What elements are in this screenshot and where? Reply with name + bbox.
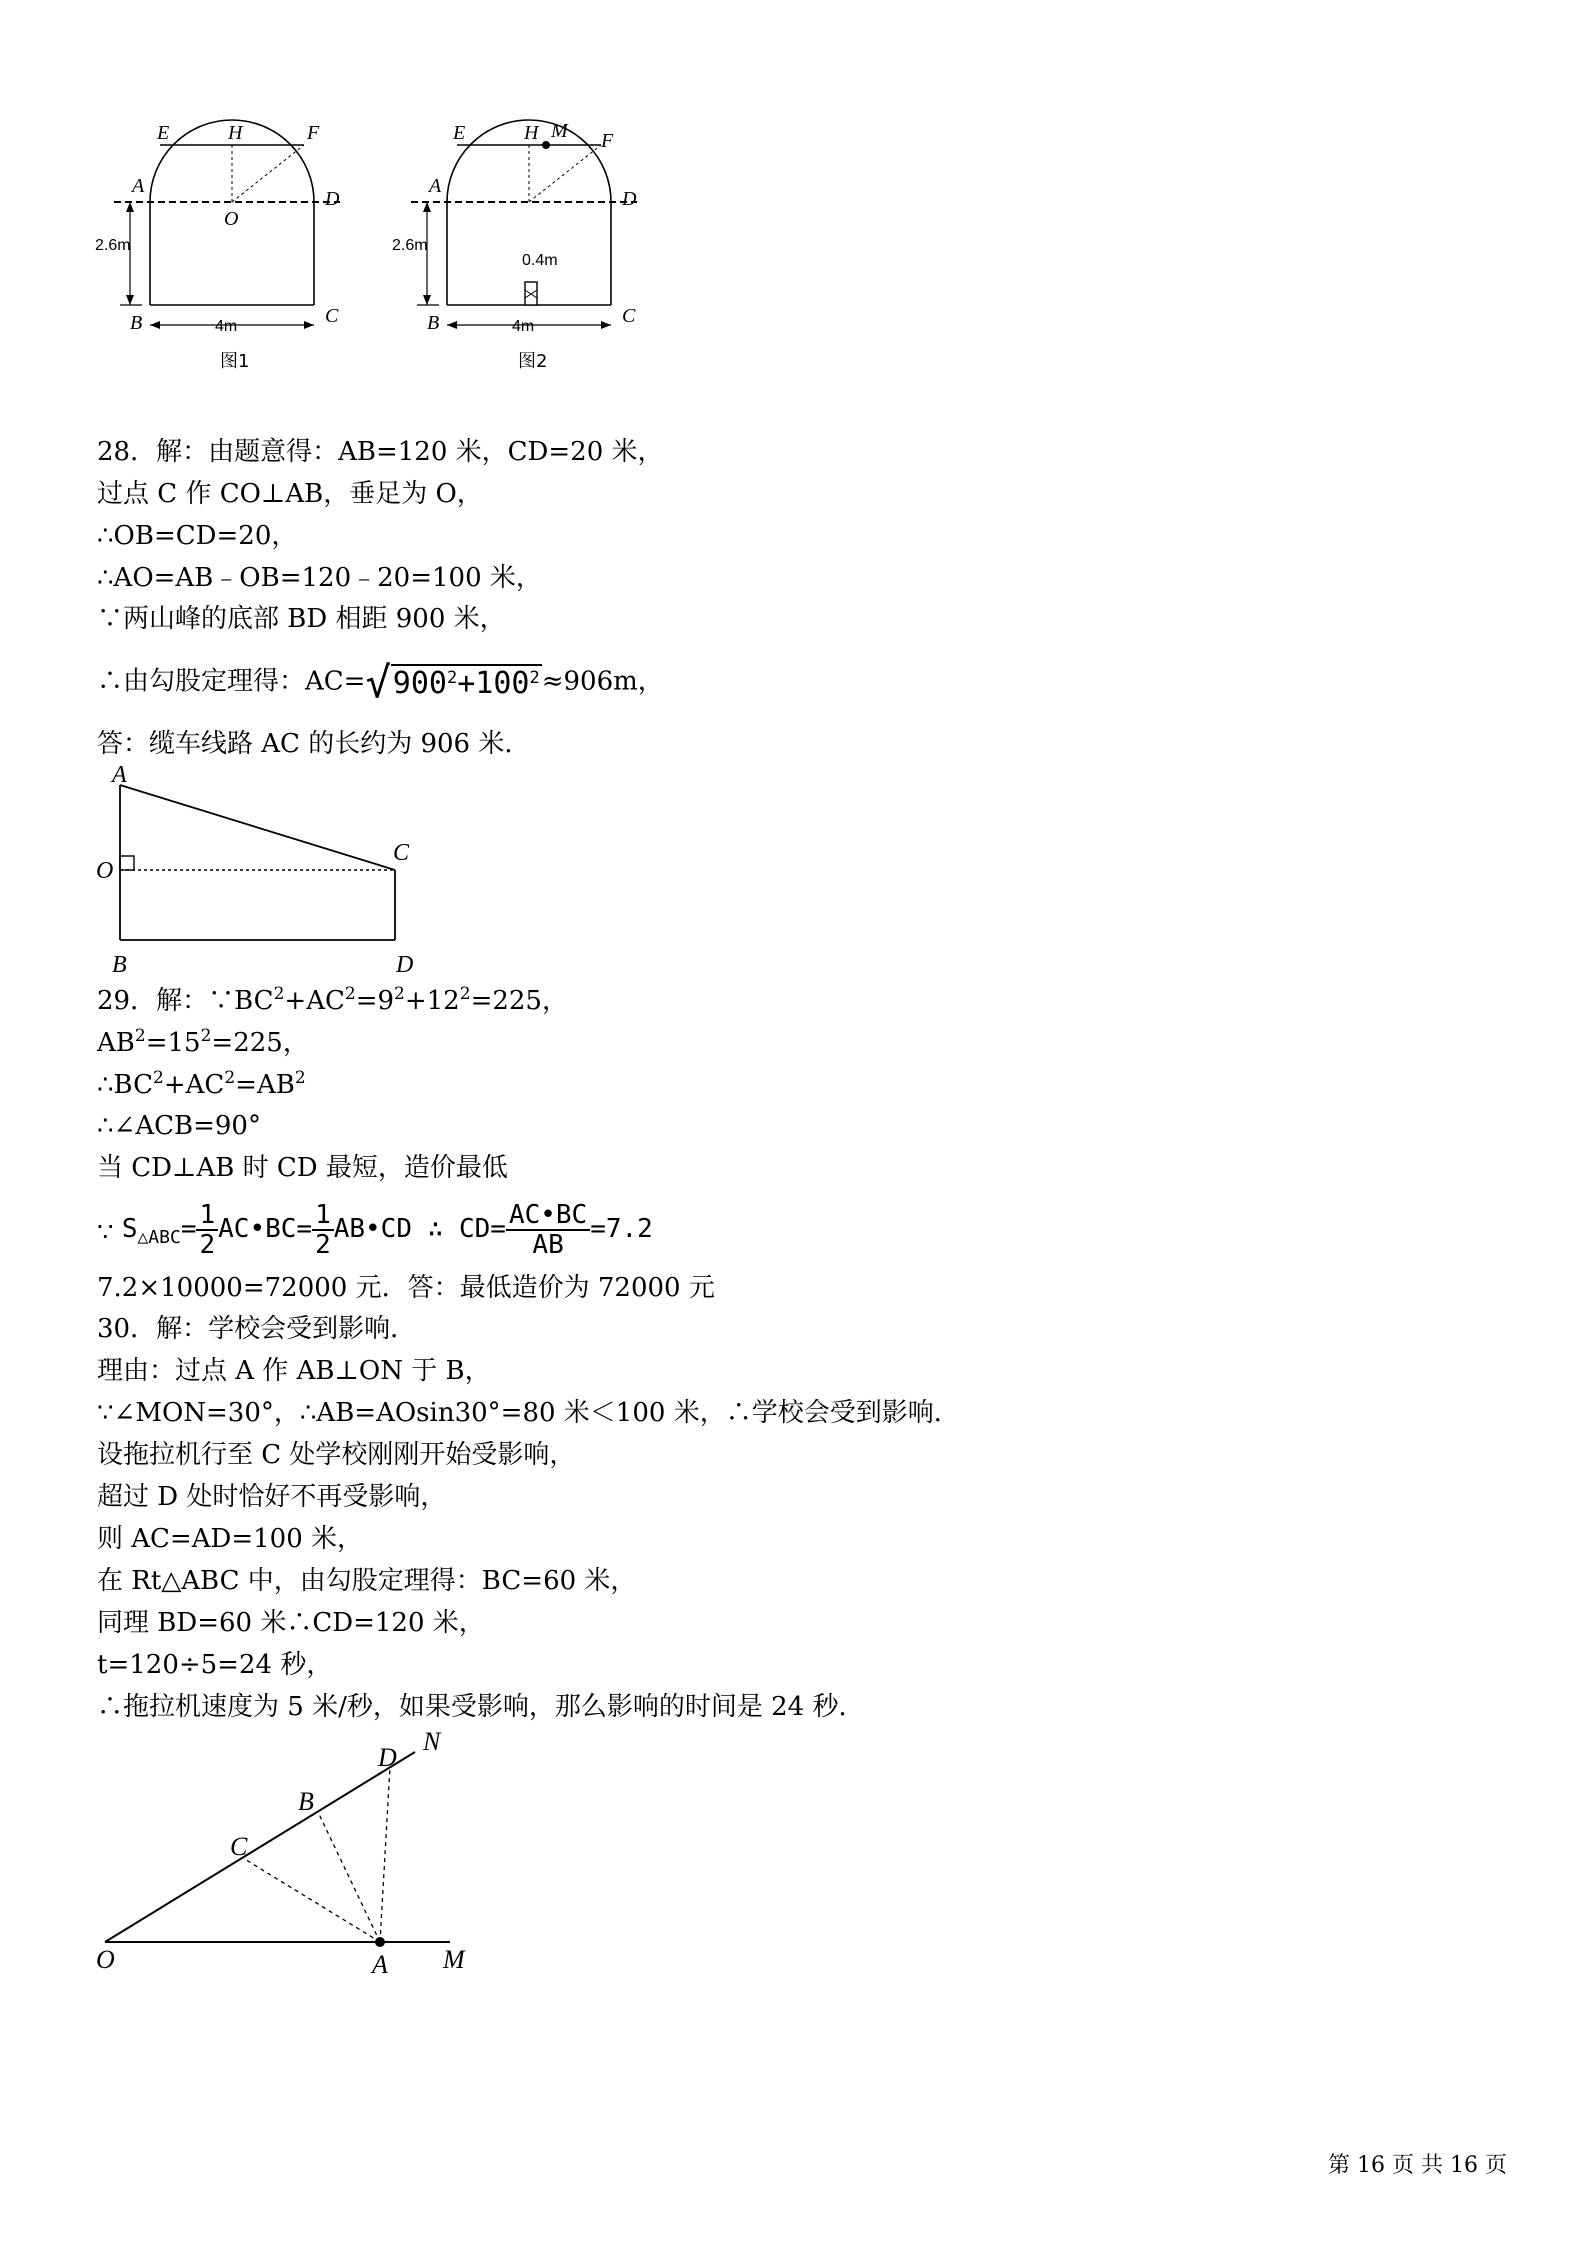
p29-line-4: ∴∠ACB=90°: [97, 1111, 261, 1141]
fig2-caption: 图2: [518, 351, 548, 372]
fig30-label-c: C: [230, 1832, 248, 1861]
p28-line-2: 过点 C 作 CO⊥AB，垂足为 O，: [97, 479, 483, 509]
p29-line-6: [97, 1196, 653, 1262]
p30-line-5: 超过 D 处时恰好不再受影响，: [97, 1482, 447, 1512]
p28-line-3: ∴OB=CD=20，: [97, 521, 298, 551]
p29-l3-mid1: +AC: [163, 1070, 225, 1100]
fig28-label-a: A: [112, 762, 127, 788]
radicand-a-exp: 2: [446, 668, 458, 688]
p29-l1-mid1: +AC: [284, 986, 345, 1016]
p28-line-4: ∴AO=AB﹣OB=120﹣20=100 米，: [97, 563, 542, 593]
fig2-label-f: F: [601, 130, 614, 152]
area-sub: △ABC: [137, 1227, 181, 1249]
fig1-label-h: H: [228, 122, 243, 144]
p30-line-2: 理由：过点 A 作 AB⊥ON 于 B，: [97, 1356, 491, 1386]
fig30-label-m: M: [443, 1945, 465, 1974]
sqrt-expression: [365, 658, 541, 707]
fig2-label-c: C: [622, 305, 636, 327]
p28-line-6: [97, 658, 664, 707]
p28-line-6-pre: ∴由勾股定理得：AC=: [97, 666, 366, 697]
fig28-label-d: D: [396, 952, 414, 978]
fig1-label-f: F: [307, 122, 320, 144]
fig28-label-o: O: [96, 858, 114, 884]
p28-line-5: ∵两山峰的底部 BD 相距 900 米，: [97, 604, 506, 634]
area-acbc: AC•BC=: [218, 1214, 313, 1244]
half-num: 1: [196, 1201, 218, 1231]
fig2-label-a: A: [429, 175, 442, 197]
sqrt-radicand: [391, 664, 542, 702]
exp: 2: [344, 984, 356, 1004]
radicand-b: +100: [457, 666, 530, 701]
p29-l1-mid3: +12: [404, 986, 460, 1016]
p29-area-formula: [121, 1199, 653, 1260]
half-fraction-2: [312, 1201, 334, 1259]
fig30-label-n: N: [423, 1727, 441, 1756]
half-fraction: [196, 1201, 218, 1259]
p30-line-6: 则 AC=AD=100 米，: [97, 1524, 364, 1554]
fig2-label-b: B: [427, 312, 440, 334]
p30-line-9: t=120÷5=24 秒，: [97, 1650, 333, 1680]
exp: 2: [200, 1026, 212, 1046]
fig30-label-a: A: [372, 1950, 388, 1979]
page-footer: 第 16 页 共 16 页: [1328, 2153, 1507, 2178]
p30-line-10: ∴拖拉机速度为 5 米/秒，如果受影响，那么影响的时间是 24 秒．: [97, 1692, 865, 1722]
p29-line-5: 当 CD⊥AB 时 CD 最短，造价最低: [97, 1153, 508, 1183]
fig2-label-m: M: [551, 120, 568, 142]
fig2-width-label: 4m: [512, 318, 535, 335]
fig2-label-e: E: [453, 122, 466, 144]
p29-l2-mid: =15: [145, 1028, 201, 1058]
exp: 2: [134, 1026, 146, 1046]
exp: 2: [153, 1068, 164, 1088]
p28-line-7: 答：缆车线路 AC 的长约为 906 米．: [97, 729, 531, 759]
fig30-label-d: D: [378, 1743, 397, 1772]
p29-l6-because: ∵: [97, 1217, 114, 1248]
area-result: =7.2: [590, 1214, 653, 1244]
p29-line-7: 7.2×10000=72000 元．答：最低造价为 72000 元: [97, 1273, 715, 1303]
fig1-caption: 图1: [220, 351, 250, 372]
exp: 2: [459, 984, 471, 1004]
radicand-a: 900: [392, 666, 447, 701]
fig28-label-b: B: [112, 952, 127, 978]
cd-frac-num: AC•BC: [506, 1201, 590, 1231]
p30-line-4: 设拖拉机行至 C 处学校刚刚开始受影响，: [97, 1440, 576, 1470]
p30-line-7: 在 Rt△ABC 中，由勾股定理得：BC=60 米，: [97, 1566, 637, 1596]
fig2-label-d: D: [622, 188, 637, 210]
area-cd: CD=: [458, 1214, 506, 1244]
fig1-label-o: O: [224, 208, 239, 230]
fig1-label-a: A: [132, 175, 145, 197]
radicand-b-exp: 2: [529, 668, 540, 688]
half-den: 2: [199, 1229, 216, 1260]
p29-l3-mid2: =AB: [235, 1070, 295, 1100]
fig1-height-label: 2.6m: [95, 237, 131, 254]
area-eq: =: [180, 1214, 197, 1244]
p29-l3-pre: ∴BC: [97, 1070, 154, 1100]
p30-line-3: ∵∠MON=30°，∴AB=AOsin30°=80 米＜100 米，∴学校会受到影响．: [97, 1398, 960, 1428]
fig1-width-label: 4m: [215, 318, 238, 335]
p28-line-6-post: ≈906m，: [541, 666, 664, 697]
fig30-label-b: B: [298, 1787, 314, 1816]
p29-l6-therefore: ∴: [427, 1214, 444, 1244]
sqrt-sign: √: [365, 658, 391, 707]
half-num-2: 1: [312, 1201, 334, 1231]
exp: 2: [224, 1068, 236, 1088]
p29-l2-pre: AB: [97, 1028, 135, 1058]
fig2-box-label: 0.4m: [522, 252, 558, 269]
exp: 2: [273, 984, 285, 1004]
fig2-height-label: 2.6m: [392, 237, 428, 254]
area-s: S: [121, 1214, 138, 1244]
exp: 2: [394, 984, 405, 1004]
exp: 2: [294, 1068, 306, 1088]
fig30-label-o: O: [96, 1945, 115, 1974]
p29-line-2: [97, 1027, 309, 1059]
p29-l1-pre: 29．解：∵BC: [97, 986, 274, 1016]
p30-line-8: 同理 BD=60 米∴CD=120 米，: [97, 1608, 485, 1638]
p29-line-1: [97, 985, 568, 1017]
fig1-label-d: D: [325, 188, 340, 210]
p30-line-1: 30．解：学校会受到影响．: [97, 1314, 417, 1344]
fig1-label-b: B: [130, 312, 143, 334]
cd-frac-den: AB: [532, 1229, 564, 1260]
p29-l1-mid2: =9: [355, 986, 395, 1016]
p29-l1-post: =225，: [470, 986, 568, 1016]
p29-line-3: [97, 1069, 306, 1101]
cd-fraction: [506, 1201, 590, 1259]
fig1-label-e: E: [157, 122, 170, 144]
figure-30-diagram: [90, 1735, 490, 1975]
fig1-label-c: C: [325, 305, 339, 327]
fig28-label-c: C: [393, 840, 410, 866]
p28-line-1: 28．解：由题意得：AB=120 米，CD=20 米，: [97, 437, 664, 467]
fig2-label-h: H: [524, 122, 539, 144]
half-den-2: 2: [315, 1229, 331, 1260]
figure-28-diagram: [90, 765, 430, 965]
p29-l2-post: =225，: [211, 1028, 309, 1058]
area-abcd: AB•CD: [333, 1214, 412, 1244]
